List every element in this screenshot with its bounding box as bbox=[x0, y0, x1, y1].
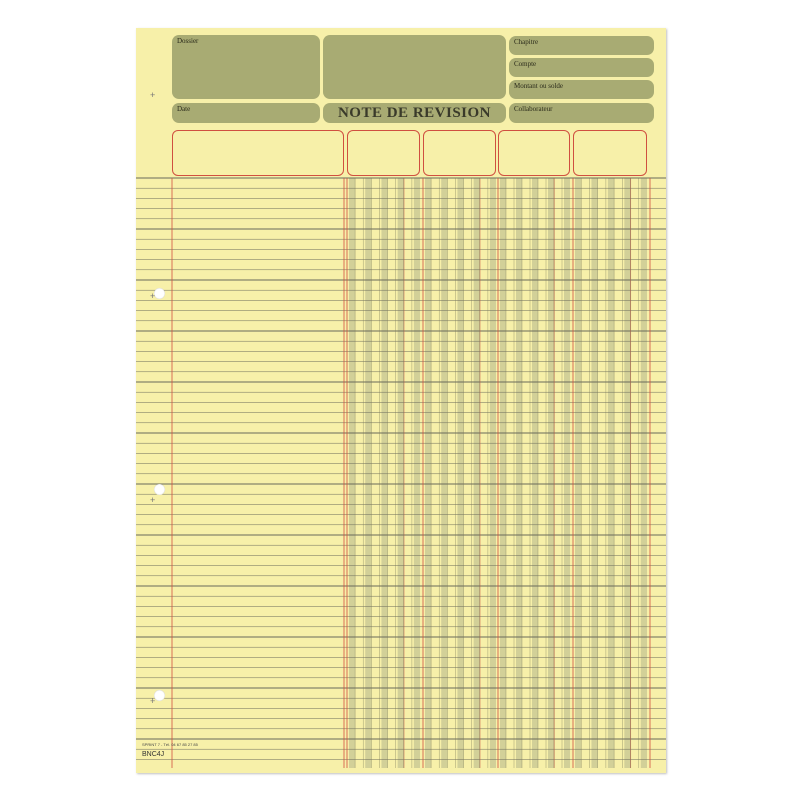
column-stripe bbox=[575, 178, 581, 768]
column-stripe bbox=[365, 178, 371, 768]
dossier-label: Dossier bbox=[177, 37, 199, 45]
punch-hole bbox=[154, 690, 165, 701]
column-stripe bbox=[457, 178, 463, 768]
column-stripe bbox=[349, 178, 355, 768]
compte-label: Compte bbox=[514, 60, 537, 68]
column-stripe bbox=[425, 178, 431, 768]
column-stripe bbox=[548, 178, 554, 768]
date-label: Date bbox=[177, 105, 191, 113]
column-stripe bbox=[564, 178, 570, 768]
column-stripe bbox=[624, 178, 630, 768]
column-stripe bbox=[608, 178, 614, 768]
ruled-grid bbox=[136, 28, 666, 773]
column-stripe bbox=[532, 178, 538, 768]
cross-mark-icon: + bbox=[150, 495, 156, 505]
cross-mark-icon: + bbox=[150, 696, 156, 706]
column-stripe bbox=[516, 178, 522, 768]
revision-note-sheet bbox=[136, 28, 666, 773]
chapitre-label: Chapitre bbox=[514, 38, 539, 46]
column-stripe bbox=[414, 178, 420, 768]
column-stripe bbox=[398, 178, 404, 768]
cross-mark-icon: + bbox=[150, 90, 156, 100]
form-title: NOTE DE REVISION bbox=[337, 105, 492, 121]
punch-hole bbox=[154, 484, 165, 495]
column-stripe bbox=[591, 178, 597, 768]
form-code: BNC4J bbox=[142, 751, 165, 758]
column-stripe bbox=[500, 178, 506, 768]
column-stripe bbox=[641, 178, 647, 768]
punch-hole bbox=[154, 288, 165, 299]
column-stripe bbox=[474, 178, 480, 768]
column-stripe bbox=[490, 178, 496, 768]
printer-credit: SPRINT 7 - Tél. 04 67 85 27 85 bbox=[142, 742, 198, 747]
column-stripe bbox=[381, 178, 387, 768]
cross-mark-icon: + bbox=[150, 291, 156, 301]
collaborateur-label: Collaborateur bbox=[514, 105, 553, 113]
column-stripe bbox=[441, 178, 447, 768]
montant-label: Montant ou solde bbox=[514, 82, 563, 90]
